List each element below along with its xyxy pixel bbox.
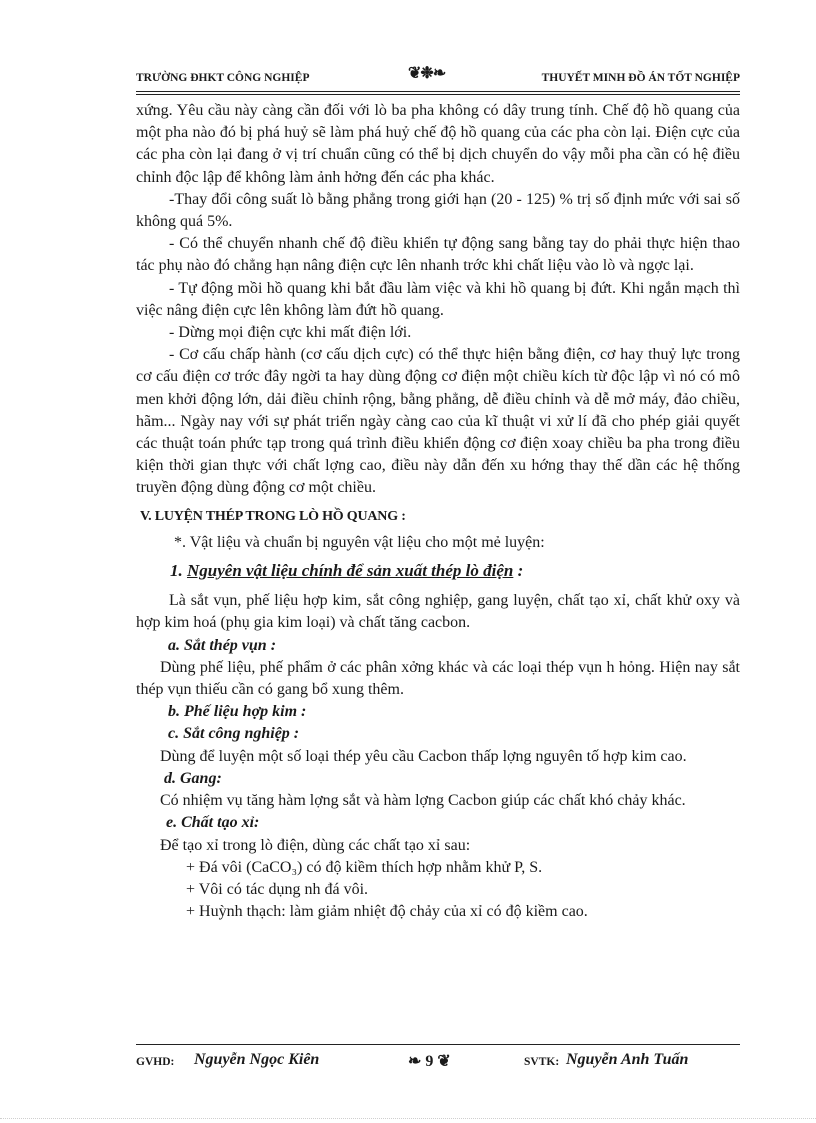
subsection-title: Nguyên vật liệu chính để sản xuất thép lò điện bbox=[187, 561, 514, 581]
paragraph: - Có thể chuyển nhanh chế độ điều khiển tự động sang bằng tay do phải thực hiện thao tác phụ nào đó chẳng hạn nâng điện cực lên nhanh trớc khi chất liệu vào lò và ngợc lại. bbox=[136, 235, 740, 275]
header-ornament-icon: ❦❉❧ bbox=[408, 65, 446, 82]
item-heading: e. Chất tạo xỉ: bbox=[166, 814, 260, 832]
header-rule-secondary bbox=[136, 94, 740, 95]
item-heading: b. Phế liệu hợp kim : bbox=[168, 703, 307, 721]
subsection-colon: : bbox=[513, 561, 524, 581]
footer-gvhd-label: GVHD: bbox=[136, 1056, 175, 1068]
document-body bbox=[136, 100, 740, 923]
item-heading: d. Gang: bbox=[164, 769, 222, 787]
list-item: + Vôi có tác dụng nh đá vôi. bbox=[186, 880, 369, 898]
paragraph: Là sắt vụn, phế liệu hợp kim, sắt công nghiệp, gang luyện, chất tạo xỉ, chất khử oxy và hợp kim hoá (phụ gia kim loại) và chất tăng cacbon. bbox=[136, 592, 740, 632]
header-rule bbox=[136, 91, 740, 92]
footer-gvhd-name: Nguyễn Ngọc Kiên bbox=[194, 1051, 320, 1068]
footer-rule bbox=[136, 1044, 740, 1045]
paragraph: Có nhiệm vụ tăng hàm lợng sắt và hàm lợng Cacbon giúp các chất khó chảy khác. bbox=[160, 792, 686, 810]
footer-svtk-name: Nguyễn Anh Tuấn bbox=[566, 1051, 689, 1068]
paragraph: -Thay đổi công suất lò bằng phẳng trong giới hạn (20 - 125) % trị số định mức với sai số không quá 5%. bbox=[136, 190, 740, 231]
page-header bbox=[136, 63, 740, 91]
page-footer bbox=[136, 1051, 740, 1075]
section-heading: V. LUYỆN THÉP TRONG LÒ HỒ QUANG : bbox=[140, 508, 406, 524]
subsection-number: 1. bbox=[170, 561, 187, 581]
paragraph: - Tự động mồi hồ quang khi bắt đầu làm việc và khi hồ quang bị đứt. Khi ngắn mạch thì việc nâng điện cực lên không làm đứt hồ quang. bbox=[136, 279, 740, 319]
paragraph: Dùng phế liệu, phế phẩm ở các phân xởng khác và các loại thép vụn h hỏng. Hiện nay sắt thép vụn thiếu cần có gang bổ xung thêm. bbox=[136, 658, 740, 699]
footer-svtk-label: SVTK: bbox=[524, 1056, 560, 1068]
header-school: TRƯỜNG ĐHKT CÔNG NGHIỆP bbox=[136, 72, 310, 84]
paragraph: - Dừng mọi điện cực khi mất điện lới. bbox=[169, 324, 412, 342]
header-title: THUYẾT MINH ĐỒ ÁN TỐT NGHIỆP bbox=[541, 72, 740, 84]
page-edge-divider bbox=[0, 1118, 816, 1119]
page-number: ❧ 9 ❦ bbox=[408, 1053, 451, 1070]
subsection-heading bbox=[170, 560, 740, 582]
item-heading: c. Sắt công nghiệp : bbox=[168, 725, 300, 743]
item-heading: a. Sắt thép vụn : bbox=[168, 636, 277, 654]
paragraph: - Cơ cấu chấp hành (cơ cấu dịch cực) có thể thực hiện bằng điện, cơ hay thuỷ lực trong cơ cấu điện cơ trớc đây ngời ta hay dùng động cơ điện một chiều kích từ độc lập vì nó có mô men khởi động lớn, dải điều chỉnh rộng, bằng phẳng, dễ điều chỉnh và dễ mở máy, đảo chiều, hãm... Ngày nay với sự phát triển ngày càng cao của kĩ thuật vi xử lí đã cho phép giải quyết các thuật toán phức tạp trong quá trình điều khiển động cơ điện xoay chiều ba pha trong điều kiện thời gian thực với chất lợng cao, điều này dẫn đến xu hớng thay thế dần các hệ thống truyền động dùng động cơ một chiều. bbox=[136, 346, 740, 497]
paragraph: Để tạo xỉ trong lò điện, dùng các chất tạo xỉ sau: bbox=[160, 836, 471, 854]
list-item: + Huỳnh thạch: làm giảm nhiệt độ chảy của xỉ có độ kiềm cao. bbox=[186, 903, 588, 921]
list-item: + Đá vôi (CaCO₃) có độ kiềm thích hợp nhằm khử P, S. bbox=[186, 858, 543, 876]
paragraph: *. Vật liệu và chuẩn bị nguyên vật liệu cho một mẻ luyện: bbox=[174, 533, 545, 551]
paragraph: xứng. Yêu cầu này càng cần đối với lò ba pha không có dây trung tính. Chế độ hồ quang của một pha nào đó bị phá huỷ sẽ làm phá huỷ chế độ hồ quang của các pha còn lại. Điện cực của các pha còn lại đang ở vị trí chuẩn cũng có thể bị dịch chuyển do vậy mỗi pha cần có hệ điều chỉnh độc lập để không làm ảnh hởng đến các pha khác. bbox=[136, 102, 740, 186]
paragraph: Dùng để luyện một số loại thép yêu cầu Cacbon thấp lợng nguyên tố hợp kim cao. bbox=[160, 747, 687, 765]
